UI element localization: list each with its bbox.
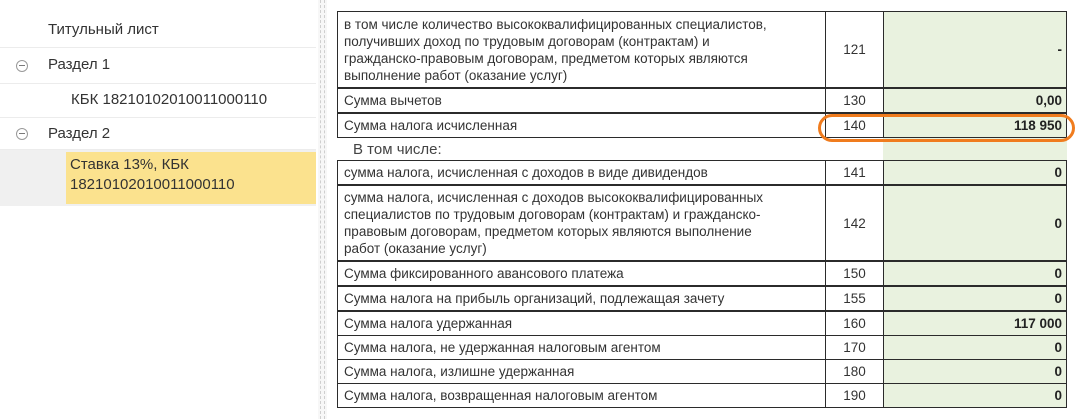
tree-item-label: КБК 18210102010011000110 <box>71 91 268 108</box>
row-code: 150 <box>825 262 884 285</box>
row-code: 170 <box>825 336 884 359</box>
form-row-170 <box>337 335 1067 360</box>
row-label: в том числе количество высококвалифицированных специалистов, получивших доход по трудовым договорам (контрактам) и гражданско-правовым договорам, предметом которых являются выполнение работ (оказание услуг) <box>344 16 767 83</box>
row-value-field[interactable]: 0 <box>884 287 1066 310</box>
form-table <box>327 0 1082 419</box>
tree-item-section-1-kbk[interactable] <box>0 84 316 118</box>
row-value-field[interactable]: 0 <box>884 262 1066 285</box>
row-value-field[interactable]: 0 <box>884 336 1066 359</box>
tree-item-title-page[interactable] <box>0 12 316 48</box>
row-label: сумма налога, исчисленная с доходов в виде дивидендов <box>344 165 708 180</box>
row-label: Сумма налога, возвращенная налоговым агентом <box>344 388 658 403</box>
row-label: Сумма налога исчисленная <box>344 118 518 133</box>
panel-splitter[interactable] <box>318 0 327 419</box>
subheading-label: В том числе: <box>353 140 442 158</box>
row-label: Сумма налога, не удержанная налоговым агентом <box>344 340 661 355</box>
form-row-150 <box>337 261 1067 286</box>
form-row-180 <box>337 359 1067 384</box>
subheading-value-area <box>883 138 1067 160</box>
row-value-field[interactable]: 0,00 <box>884 89 1066 112</box>
row-value-field[interactable]: 0 <box>884 161 1066 184</box>
row-label: Сумма фиксированного авансового платежа <box>344 266 624 281</box>
tree-item-label: Титульный лист <box>48 21 159 38</box>
form-row-141 <box>337 160 1067 185</box>
collapse-toggle-icon[interactable] <box>16 60 28 72</box>
row-value-field[interactable]: 0 <box>884 360 1066 383</box>
row-code: 180 <box>825 360 884 383</box>
row-code: 141 <box>825 161 884 184</box>
tree-item-label: Раздел 2 <box>48 125 111 142</box>
tree-item-label: Ставка 13%, КБК 18210102010011000110 <box>70 156 235 193</box>
form-row-130 <box>337 88 1067 113</box>
row-label: Сумма налога, излишне удержанная <box>344 364 575 379</box>
form-row-160 <box>337 311 1067 336</box>
form-row-140 <box>337 113 1067 138</box>
row-value-field[interactable]: 118 950 <box>884 114 1066 137</box>
row-code: 142 <box>825 186 884 260</box>
tree-item-rate-13-selected[interactable] <box>0 150 316 206</box>
row-code: 121 <box>825 12 884 87</box>
row-code: 155 <box>825 287 884 310</box>
form-row-190 <box>337 383 1067 408</box>
form-row-121 <box>337 11 1067 88</box>
row-label: Сумма налога на прибыль организаций, подлежащая зачету <box>344 291 725 306</box>
row-code: 190 <box>825 384 884 407</box>
row-value-field[interactable]: - <box>884 12 1066 87</box>
collapse-toggle-icon[interactable] <box>16 128 28 140</box>
row-code: 130 <box>825 89 884 112</box>
form-row-142 <box>337 185 1067 261</box>
row-code: 140 <box>825 114 884 137</box>
row-value-field[interactable]: 0 <box>884 186 1066 260</box>
tree-item-section-2[interactable] <box>0 118 316 150</box>
row-value-field[interactable]: 0 <box>884 384 1066 407</box>
sections-tree <box>0 0 318 419</box>
row-value-field[interactable]: 117 000 <box>884 312 1066 335</box>
form-subheading-row <box>337 138 1067 160</box>
form-row-155 <box>337 286 1067 311</box>
row-label: Сумма налога удержанная <box>344 316 513 331</box>
tree-item-section-1[interactable] <box>0 48 316 84</box>
row-code: 160 <box>825 312 884 335</box>
tree-item-label: Раздел 1 <box>48 56 111 73</box>
row-label: Сумма вычетов <box>344 93 442 108</box>
row-label: сумма налога, исчисленная с доходов высококвалифицированных специалистов по трудовым договорам (контрактам) и гражданско- правовым договорам, предметом которых являются выполнение работ (оказание услуг) <box>344 190 764 256</box>
